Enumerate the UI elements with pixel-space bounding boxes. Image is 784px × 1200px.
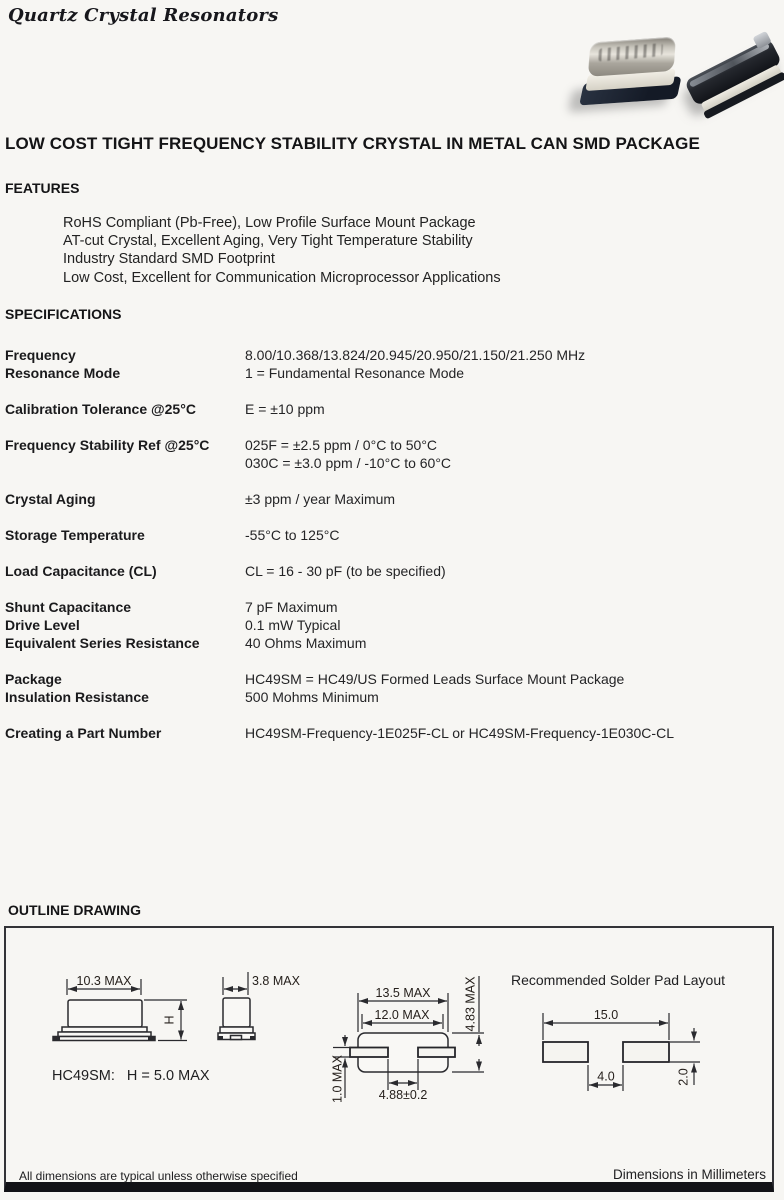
footnote-typical: All dimensions are typical unless otherwise specified — [19, 1169, 298, 1183]
spec-group — [5, 598, 674, 652]
spec-label: Crystal Aging — [5, 491, 96, 507]
spec-label: Load Capacitance (CL) — [5, 563, 157, 579]
spec-value: 025F = ±2.5 ppm / 0°C to 50°C — [245, 437, 438, 453]
spec-row — [5, 526, 674, 544]
spec-label: Resonance Mode — [5, 365, 121, 381]
dim-bottom-inner: 12.0 MAX — [374, 1008, 430, 1022]
dim-pad-gap: 4.0 — [597, 1069, 615, 1084]
spec-row — [5, 364, 674, 382]
spec-label: Calibration Tolerance @25°C — [5, 401, 196, 417]
spec-label: Insulation Resistance — [5, 689, 149, 705]
spec-value: 1 = Fundamental Resonance Mode — [245, 365, 465, 381]
spec-label: Frequency — [5, 347, 76, 363]
dim-side-width: 3.8 MAX — [252, 974, 300, 988]
spec-value: HC49SM-Frequency-1E025F-CL or HC49SM-Frequency-1E030C-CL — [245, 725, 674, 741]
footnote-units: Dimensions in Millimeters — [612, 1167, 766, 1182]
spec-row — [5, 346, 674, 364]
spec-value: 500 Mohms Minimum — [245, 689, 379, 705]
spec-value: -55°C to 125°C — [245, 527, 340, 543]
feature-item: Industry Standard SMD Footprint — [63, 251, 275, 268]
spec-label: Frequency Stability Ref @25°C — [5, 437, 210, 453]
spec-group — [5, 490, 674, 508]
spec-value: 40 Ohms Maximum — [245, 635, 367, 651]
spec-row — [5, 598, 674, 616]
brand-title: Quartz Crystal Resonators — [8, 5, 279, 26]
spec-value: E = ±10 ppm — [245, 401, 325, 417]
spec-label: Shunt Capacitance — [5, 599, 132, 615]
spec-label: Drive Level — [5, 617, 80, 633]
spec-row — [5, 634, 674, 652]
side-view-drawing — [218, 972, 301, 1040]
crystal-photo-back — [684, 28, 784, 120]
page-title: LOW COST TIGHT FREQUENCY STABILITY CRYSTAL IN METAL CAN SMD PACKAGE — [5, 134, 700, 153]
spec-row — [5, 670, 674, 688]
spec-value: ±3 ppm / year Maximum — [245, 491, 396, 507]
spec-value: CL = 16 - 30 pF (to be specified) — [245, 563, 446, 579]
spec-label: Creating a Part Number — [5, 725, 162, 741]
spec-group — [5, 724, 674, 742]
dim-lead-gap: 4.88±0.2 — [378, 1088, 428, 1102]
spec-value: 8.00/10.368/13.824/20.945/20.950/21.150/21.250 MHz — [245, 347, 586, 363]
crystal-photo-front — [578, 34, 678, 110]
spec-row — [5, 454, 674, 472]
spec-row — [5, 724, 674, 742]
spec-row — [5, 436, 674, 454]
spec-group — [5, 346, 674, 382]
crystal-back-graphic — [669, 10, 784, 137]
spec-group — [5, 400, 674, 418]
spec-value: 0.1 mW Typical — [245, 617, 341, 633]
feature-item: AT-cut Crystal, Excellent Aging, Very Tight Temperature Stability — [63, 233, 473, 250]
spec-row — [5, 400, 674, 418]
spec-label: Storage Temperature — [5, 527, 145, 543]
front-view-drawing — [53, 974, 187, 1041]
dim-pad-span: 15.0 — [593, 1008, 619, 1022]
dim-height-label: H — [162, 1015, 177, 1025]
spec-group — [5, 526, 674, 544]
features-list — [63, 214, 501, 287]
feature-item: RoHS Compliant (Pb-Free), Low Profile Surface Mount Package — [63, 215, 476, 231]
dim-bottom-height: 4.83 MAX — [463, 976, 478, 1032]
dim-front-width: 10.3 MAX — [76, 974, 132, 988]
spec-value: 030C = ±3.0 ppm / -10°C to 60°C — [245, 455, 452, 471]
crystal-front-graphic — [575, 31, 680, 114]
spec-row — [5, 688, 674, 706]
dim-lead-thickness: 1.0 MAX — [330, 1055, 345, 1103]
specifications-table — [5, 346, 674, 760]
outline-drawing-heading: OUTLINE DRAWING — [8, 902, 141, 918]
specifications-heading: SPECIFICATIONS — [5, 306, 122, 322]
spec-group — [5, 670, 674, 706]
spec-group — [5, 436, 674, 472]
solder-pad-layout-drawing — [543, 1008, 700, 1091]
spec-label — [5, 454, 245, 472]
spec-label: Equivalent Series Resistance — [5, 635, 200, 651]
outline-drawing-box — [4, 926, 774, 1192]
spec-value: 7 pF Maximum — [245, 599, 338, 615]
spec-row — [5, 562, 674, 580]
product-photos — [560, 20, 784, 125]
outline-drawing-svg — [6, 928, 772, 1182]
solder-pad-layout-title: Recommended Solder Pad Layout — [511, 972, 726, 988]
feature-item: Low Cost, Excellent for Communication Microprocessor Applications — [63, 269, 501, 286]
height-note: HC49SM: H = 5.0 MAX — [52, 1068, 210, 1084]
spec-value: HC49SM = HC49/US Formed Leads Surface Mount Package — [245, 671, 625, 687]
spec-label: Package — [5, 671, 62, 687]
dim-bottom-outer: 13.5 MAX — [375, 986, 431, 1000]
features-heading: FEATURES — [5, 180, 80, 196]
spec-row — [5, 490, 674, 508]
spec-group — [5, 562, 674, 580]
spec-row — [5, 616, 674, 634]
dim-pad-height: 2.0 — [676, 1068, 691, 1086]
bottom-view-drawing — [330, 976, 484, 1103]
